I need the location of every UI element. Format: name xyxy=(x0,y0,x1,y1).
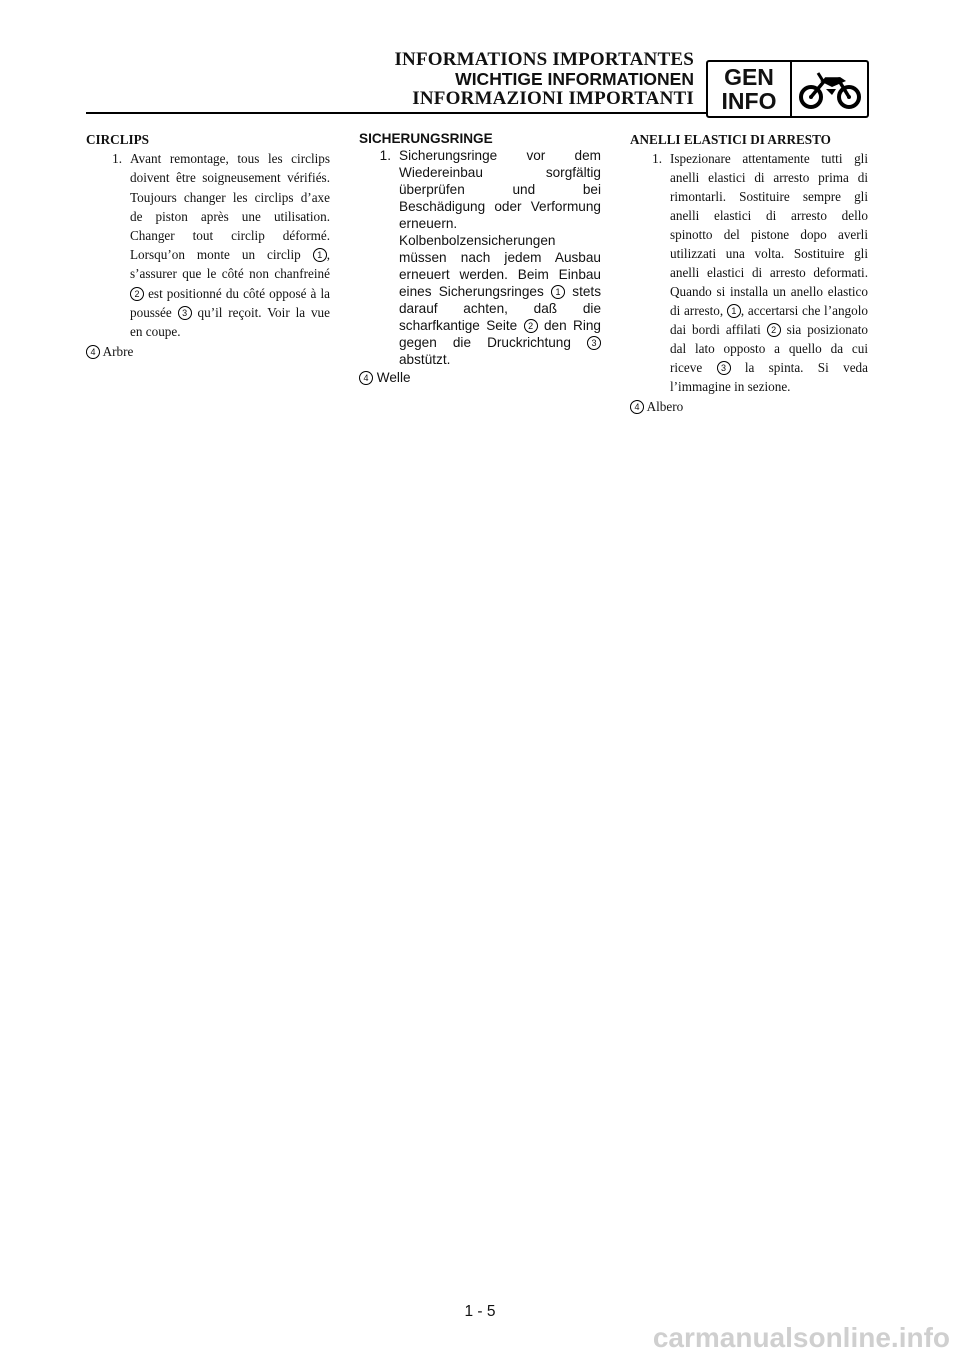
text-run: la spinta. Si veda l’immagine in sezione. xyxy=(670,360,868,394)
list-item xyxy=(86,149,330,341)
badge-line1: GEN xyxy=(724,64,774,90)
callout-1: 1 xyxy=(313,248,327,262)
title-de: WICHTIGE INFORMATIONEN xyxy=(455,69,694,89)
callout-3: 3 xyxy=(717,361,731,375)
callout-4: 4 xyxy=(630,400,644,414)
text-run: sia posizionato dal lato opposto a quello da cui riceve xyxy=(670,322,868,375)
callout-1: 1 xyxy=(551,285,565,299)
heading-de: SICHERUNGSRINGE xyxy=(359,131,493,146)
legend-label: Arbre xyxy=(102,344,134,360)
callout-2: 2 xyxy=(130,287,144,301)
callout-4: 4 xyxy=(359,371,373,385)
callout-2: 2 xyxy=(524,319,538,333)
text-run: stets darauf achten, daß die scharfkantige Seite xyxy=(399,284,601,333)
column-french xyxy=(86,130,330,361)
item-number: 1. xyxy=(652,151,662,166)
page-number: 1 - 5 xyxy=(464,1303,496,1320)
callout-3: 3 xyxy=(178,306,192,320)
column-italian xyxy=(630,130,868,416)
text-run: est positionné du côté opposé à la poussée xyxy=(130,285,330,320)
item-text xyxy=(670,149,868,396)
header-rule xyxy=(86,112,706,114)
text-run: Avant remontage, tous les circlips doivent être soigneusement vérifiés. Toujours changer les circlips d’axe de piston après une utilisation. Changer tout circlip déformé. Lorsqu’on monte un circlip xyxy=(130,151,330,263)
list-item xyxy=(359,147,601,368)
title-it: INFORMAZIONI IMPORTANTI xyxy=(412,88,694,109)
column-german xyxy=(359,130,601,386)
watermark: carmanualsonline.info xyxy=(652,1322,950,1353)
heading-fr: CIRCLIPS xyxy=(86,132,150,147)
item-text xyxy=(130,149,330,341)
legend-label: Welle xyxy=(376,370,411,385)
title-fr: INFORMATIONS IMPORTANTES xyxy=(394,49,694,70)
page-header xyxy=(394,50,694,109)
legend-fr xyxy=(86,342,330,361)
text-run: qu’il reçoit. Voir la vue en coupe. xyxy=(130,304,331,340)
text-run: den Ring gegen die Druckrichtung xyxy=(399,318,601,350)
callout-2: 2 xyxy=(767,323,781,337)
text-run: Sicherungsringe vor dem Wiedereinbau sorgfältig überprüfen und bei Beschädigung oder Verformung erneuern. Kolbenbolzensicherungen müssen nach jedem Ausbau erneuert werden. Beim Einbau eines Sicherungsringes xyxy=(399,148,601,299)
text-run: abstützt. xyxy=(399,352,451,367)
heading-it: ANELLI ELASTICI DI ARRESTO xyxy=(630,132,831,147)
gen-info-badge xyxy=(706,60,869,118)
legend-de xyxy=(359,369,601,386)
text-run: , accertarsi che l’angolo dai bordi affilati xyxy=(670,303,868,337)
callout-4: 4 xyxy=(86,345,100,359)
legend-label: Albero xyxy=(646,399,684,414)
item-text xyxy=(399,147,601,368)
legend-it xyxy=(630,397,868,416)
text-run: Ispezionare attentamente tutti gli anelli elastici di arresto prima di rimontarli. Sostituire sempre gli anelli elastici di arresto dello spinotto del pistone dopo averli utilizzati una volta. Sostituire gli anelli elastici di arresto deformati. Quando si installa un anello elastico di arresto, xyxy=(670,151,868,318)
item-number: 1. xyxy=(112,151,122,167)
callout-1: 1 xyxy=(727,304,741,318)
item-number: 1. xyxy=(379,148,391,163)
callout-3: 3 xyxy=(587,336,601,350)
text-run: , s’assurer que le côté non chanfreiné xyxy=(130,247,330,282)
motorcycle-icon xyxy=(792,62,867,116)
badge-text xyxy=(708,62,792,116)
list-item xyxy=(630,149,868,396)
badge-line2: INFO xyxy=(721,88,777,114)
